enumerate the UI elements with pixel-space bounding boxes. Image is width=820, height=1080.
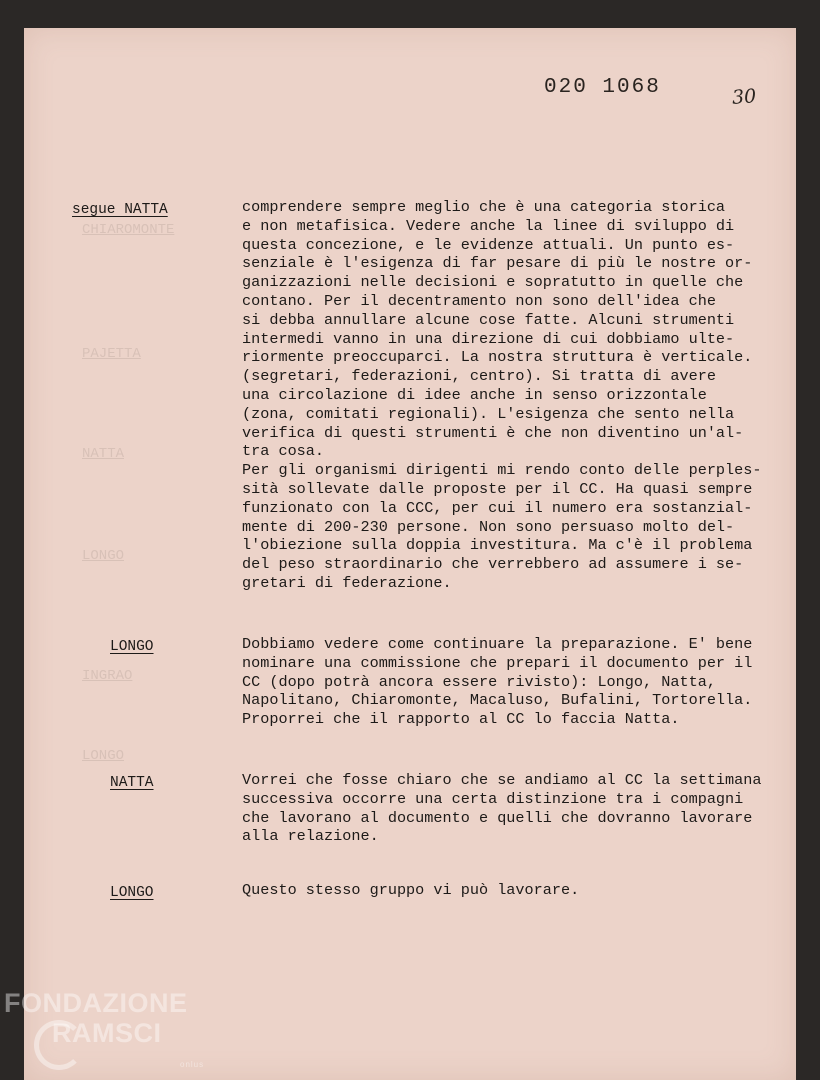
speech-paragraph: comprendere sempre meglio che è una categoria storica e non metafisica. Vedere anche la linee di sviluppo di questa concezione, e le evidenze attuali. Un punto es- senziale è l'esigenza di far pesare di più le nostre or- ganizzazioni nelle decisioni e sopratutto in quelle che contano. Per il decentramento non sono dell'idea che si debba annullare alcune cose fatte. Alcuni strumenti intermedi vanno in una direzione di cui dobbiamo ulte- riormente preoccuparci. La nostra struttura è verticale. (segretari, federazioni, centro). Si tratta di avere una circolazione di idee anche in senso orizzontale (zona, comitati regionali). L'esigenza che sento nella verifica di questi strumenti è che non diventino un'al- tra cosa. Per gli organismi dirigenti mi rendo conto delle perples- sità sollevate dalle proposte per il CC. Ha quasi sempre funzionato con la CCC, per cui il numero era sostanzial- mente di 200-230 persone. Non sono persuaso molto del- l'obiezione sulla doppia investitura. Ma c'è il problema del peso straordinario che verrebbero ad assumere i se- gretari di federazione. [242,198,762,592]
watermark-suffix: onlus [180,1060,205,1069]
show-through-text: LONGO [82,748,125,764]
show-through-text: CHIAROMONTE [82,222,175,238]
speaker-label: LONGO [110,885,154,901]
show-through-text: PAJETTA [82,346,141,362]
speaker-label: segue NATTA [72,202,168,218]
handwritten-page-number: 30 [731,85,757,109]
fondazione-gramsci-watermark [4,988,205,1069]
speech-paragraph: Questo stesso gruppo vi può lavorare. [242,881,580,899]
document-number: 020 1068 [544,76,661,99]
speaker-label: LONGO [110,639,154,655]
speech-paragraph: Dobbiamo vedere come continuare la preparazione. E' bene nominare una commissione che prepari il documento per il CC (dopo potrà ancora essere rivisto): Longo, Natta, Napolitano, Chiaromonte, Macaluso, Bufalini, Tortorella. Proporrei che il rapporto al CC lo faccia Natta. [242,635,753,729]
show-through-text: INGRAO [82,668,133,684]
speech-paragraph: Vorrei che fosse chiaro che se andiamo al CC la settimana successiva occorre una certa distinzione tra i compagni che lavorano al documento e quelli che dovranno lavorare alla relazione. [242,771,762,846]
show-through-text: LONGO [82,548,125,564]
document-page [24,28,796,1080]
watermark-line1: FONDAZIONE [4,988,188,1018]
show-through-text: NATTA [82,446,125,462]
g-logo-icon [34,1020,84,1070]
watermark-line2: RAMSCI [52,1018,162,1048]
speaker-label: NATTA [110,775,154,791]
